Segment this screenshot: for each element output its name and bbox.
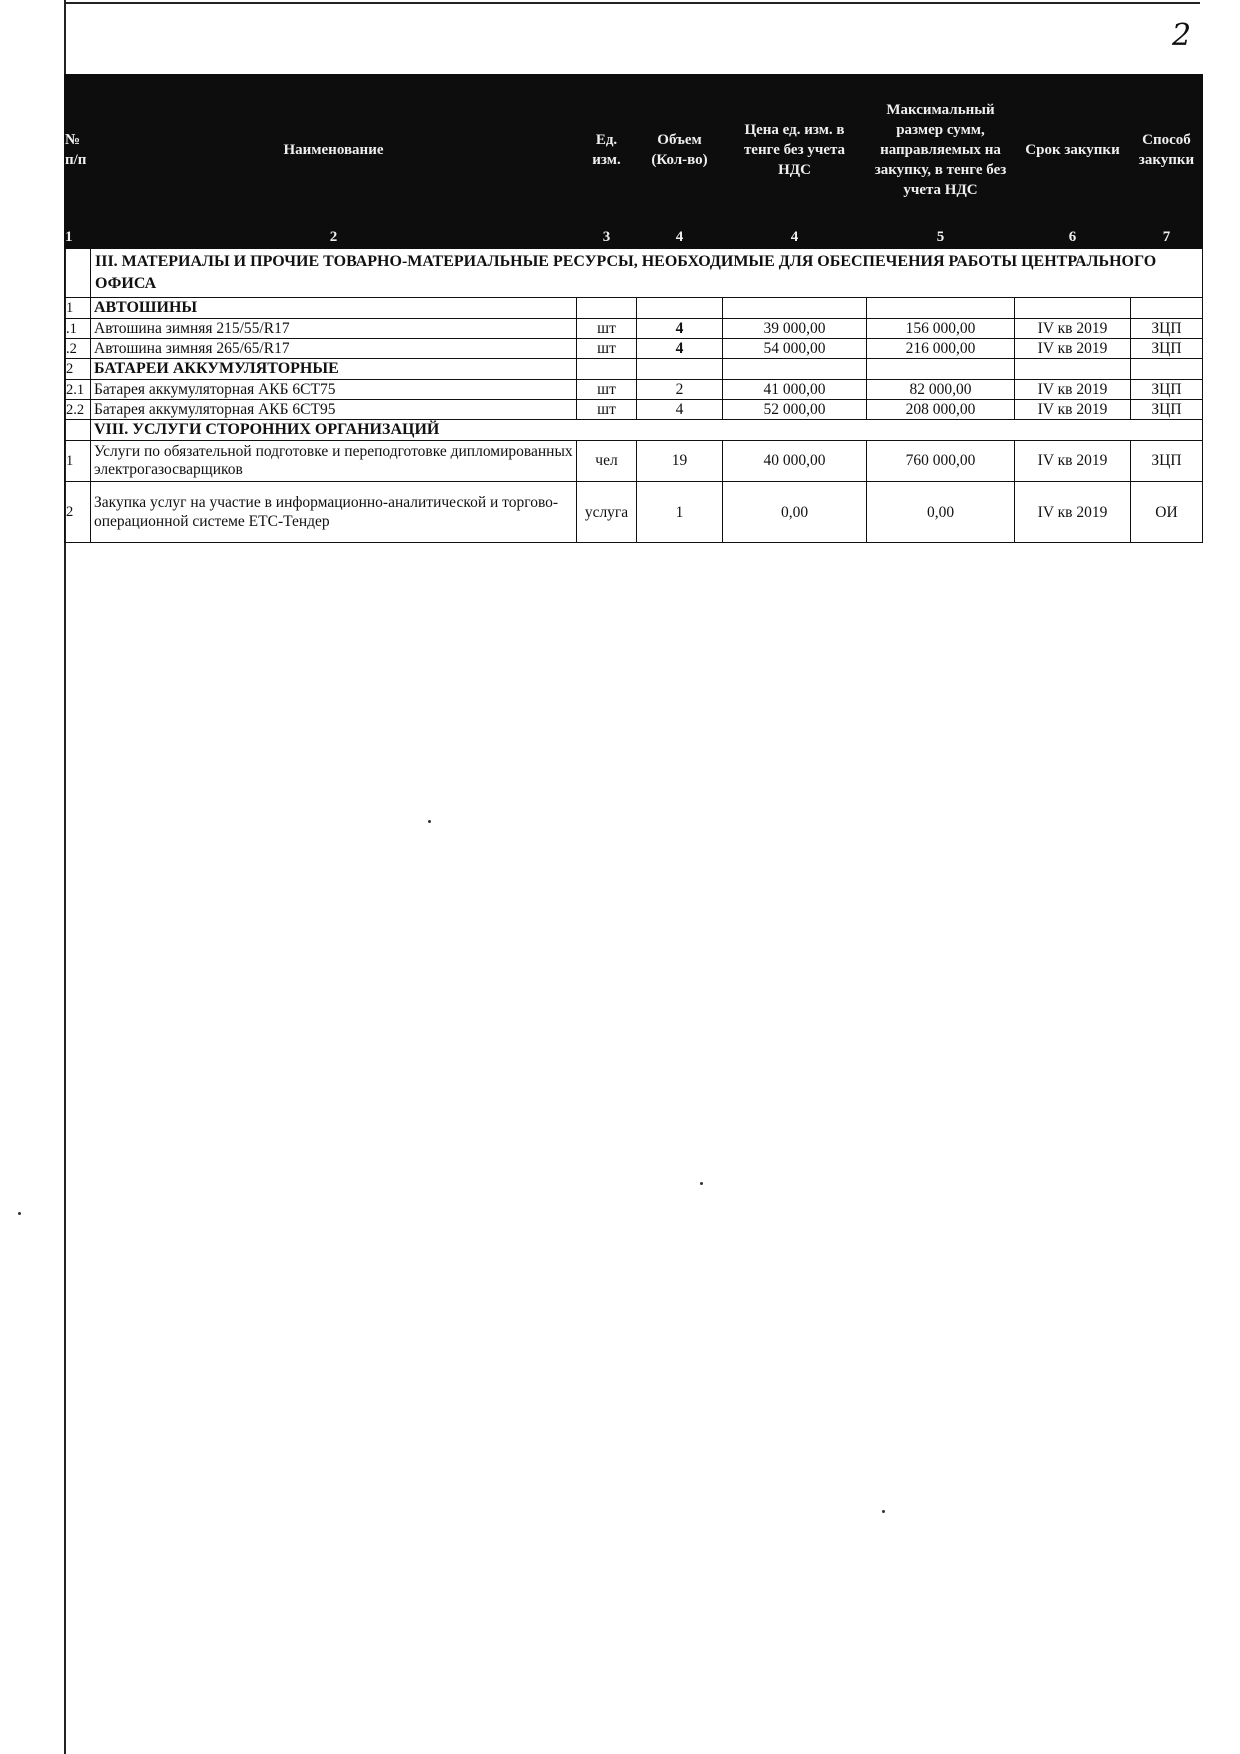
item-name: Автошина зимняя 215/55/R17	[91, 319, 577, 339]
empty-cell	[1015, 298, 1131, 319]
item-period: IV кв 2019	[1015, 400, 1131, 420]
row-number: 2.2	[65, 400, 91, 420]
item-unit: шт	[577, 339, 637, 359]
row-number: .1	[65, 319, 91, 339]
group-title: АВТОШИНЫ	[91, 298, 577, 319]
empty-cell	[723, 298, 867, 319]
item-qty: 4	[637, 339, 723, 359]
item-total: 82 000,00	[867, 380, 1015, 400]
row-number: 1	[65, 298, 91, 319]
item-price: 54 000,00	[723, 339, 867, 359]
section-title: III. МАТЕРИАЛЫ И ПРОЧИЕ ТОВАРНО-МАТЕРИАЛЬНЫЕ РЕСУРСЫ, НЕОБХОДИМЫЕ ДЛЯ ОБЕСПЕЧЕНИЯ РАБОТЫ ЦЕНТРАЛЬНОГО ОФИСА	[91, 249, 1203, 298]
item-period: IV кв 2019	[1015, 482, 1131, 543]
table-row	[65, 319, 1203, 339]
row-number: .2	[65, 339, 91, 359]
item-qty: 2	[637, 380, 723, 400]
empty-cell	[65, 420, 91, 441]
empty-cell	[637, 359, 723, 380]
header-number-row	[65, 226, 1203, 249]
item-price: 39 000,00	[723, 319, 867, 339]
row-number: 1	[65, 441, 91, 482]
empty-cell	[577, 298, 637, 319]
table-row	[65, 400, 1203, 420]
col-index: 2	[91, 226, 577, 249]
item-total: 760 000,00	[867, 441, 1015, 482]
header-unit: Ед. изм.	[577, 75, 637, 226]
header-qty: Объем (Кол-во)	[637, 75, 723, 226]
row-number: 2	[65, 359, 91, 380]
item-period: IV кв 2019	[1015, 441, 1131, 482]
header-name: Наименование	[91, 75, 577, 226]
item-unit: шт	[577, 380, 637, 400]
empty-cell	[577, 359, 637, 380]
header-row	[65, 75, 1203, 226]
item-price: 0,00	[723, 482, 867, 543]
table-row	[65, 441, 1203, 482]
scan-speck	[882, 1510, 885, 1513]
item-price: 40 000,00	[723, 441, 867, 482]
empty-cell	[1131, 359, 1203, 380]
table-row	[65, 339, 1203, 359]
item-unit: шт	[577, 319, 637, 339]
col-index: 1	[65, 226, 91, 249]
col-index: 3	[577, 226, 637, 249]
header-method: Способ закупки	[1131, 75, 1203, 226]
item-total: 216 000,00	[867, 339, 1015, 359]
item-total: 0,00	[867, 482, 1015, 543]
scan-speck	[428, 820, 431, 823]
item-price: 52 000,00	[723, 400, 867, 420]
col-index: 4	[637, 226, 723, 249]
item-name: Услуги по обязательной подготовке и переподготовке дипломированных электрогазосварщиков	[91, 441, 577, 482]
group-row	[65, 359, 1203, 380]
item-unit: чел	[577, 441, 637, 482]
section-title: VIII. УСЛУГИ СТОРОННИХ ОРГАНИЗАЦИЙ	[91, 420, 1203, 441]
header-period: Срок закупки	[1015, 75, 1131, 226]
item-method: ОИ	[1131, 482, 1203, 543]
item-qty: 19	[637, 441, 723, 482]
row-number: 2.1	[65, 380, 91, 400]
item-unit: услуга	[577, 482, 637, 543]
col-index: 5	[867, 226, 1015, 249]
item-total: 208 000,00	[867, 400, 1015, 420]
table-row	[65, 380, 1203, 400]
item-method: ЗЦП	[1131, 400, 1203, 420]
item-qty: 1	[637, 482, 723, 543]
empty-cell	[637, 298, 723, 319]
scan-speck	[18, 1212, 21, 1215]
procurement-plan-table	[64, 74, 1203, 543]
scan-speck	[700, 1182, 703, 1185]
section-row	[65, 420, 1203, 441]
scan-top-border	[64, 2, 1200, 4]
group-title: БАТАРЕИ АККУМУЛЯТОРНЫЕ	[91, 359, 577, 380]
item-method: ЗЦП	[1131, 441, 1203, 482]
header-num: № п/п	[65, 75, 91, 226]
item-method: ЗЦП	[1131, 339, 1203, 359]
group-row	[65, 298, 1203, 319]
item-qty: 4	[637, 400, 723, 420]
empty-cell	[867, 359, 1015, 380]
col-index: 6	[1015, 226, 1131, 249]
item-method: ЗЦП	[1131, 380, 1203, 400]
empty-cell	[1015, 359, 1131, 380]
item-name: Автошина зимняя 265/65/R17	[91, 339, 577, 359]
empty-cell	[65, 249, 91, 298]
item-qty: 4	[637, 319, 723, 339]
header-price: Цена ед. изм. в тенге без учета НДС	[723, 75, 867, 226]
col-index: 7	[1131, 226, 1203, 249]
item-total: 156 000,00	[867, 319, 1015, 339]
item-unit: шт	[577, 400, 637, 420]
item-period: IV кв 2019	[1015, 319, 1131, 339]
table-row	[65, 482, 1203, 543]
item-period: IV кв 2019	[1015, 339, 1131, 359]
item-name: Батарея аккумуляторная АКБ 6СТ95	[91, 400, 577, 420]
row-number: 2	[65, 482, 91, 543]
page-number: 2	[1172, 18, 1192, 53]
item-period: IV кв 2019	[1015, 380, 1131, 400]
section-row	[65, 249, 1203, 298]
item-price: 41 000,00	[723, 380, 867, 400]
item-name: Закупка услуг на участие в информационно-аналитической и торгово-операционной системе ЕТС-Тендер	[91, 482, 577, 543]
item-name: Батарея аккумуляторная АКБ 6СТ75	[91, 380, 577, 400]
empty-cell	[867, 298, 1015, 319]
header-max-sum: Максимальный размер сумм, направляемых на закупку, в тенге без учета НДС	[867, 75, 1015, 226]
item-method: ЗЦП	[1131, 319, 1203, 339]
empty-cell	[1131, 298, 1203, 319]
col-index: 4	[723, 226, 867, 249]
empty-cell	[723, 359, 867, 380]
